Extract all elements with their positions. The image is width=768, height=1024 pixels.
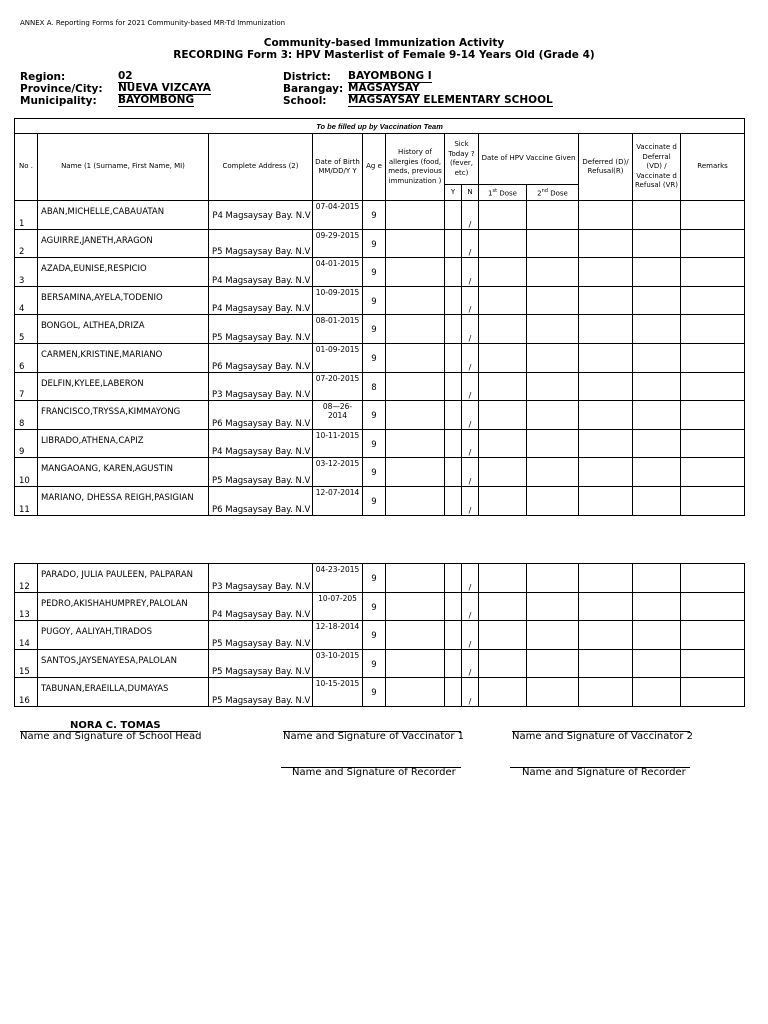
row-age: 9 [363,286,386,315]
row-number: 15 [15,649,38,678]
row-number: 12 [15,564,38,593]
recorder2-caption: Name and Signature of Recorder [522,767,686,778]
row-allergies [386,429,445,458]
header-age: Ag e [363,134,386,201]
table-row [15,678,745,707]
row-dose1 [479,401,527,430]
row-address: P5 Magsaysay Bay. N.V [209,458,313,487]
row-dose1 [479,372,527,401]
row-age: 8 [363,372,386,401]
row-number: 14 [15,621,38,650]
table-row [15,486,745,515]
row-sick-y [445,592,462,621]
row-dose1 [479,678,527,707]
row-dose2 [527,201,579,230]
row-age: 9 [363,343,386,372]
row-deferred [579,621,633,650]
row-deferred [579,315,633,344]
table-row [15,564,745,593]
school-label: School: [283,95,327,107]
row-dob: 03-12-2015 [313,458,363,487]
row-sick-n: / [462,592,479,621]
row-dose2 [527,458,579,487]
row-dob: 09-29-2015 [313,229,363,258]
row-allergies [386,286,445,315]
province-value: NUEVA VIZCAYA [118,82,211,94]
row-vd [633,258,681,287]
row-allergies [386,649,445,678]
row-dose1 [479,286,527,315]
header-allergies: History of allergies (food, meds, previous immunization ) [386,134,445,201]
row-allergies [386,458,445,487]
row-sick-n: / [462,564,479,593]
row-age: 9 [363,621,386,650]
row-dose1 [479,564,527,593]
row-name: FRANCISCO,TRYSSA,KIMMAYONG [38,401,209,430]
row-sick-y [445,621,462,650]
table-row [15,343,745,372]
row-name: AZADA,EUNISE,RESPICIO [38,258,209,287]
row-age: 9 [363,229,386,258]
row-name: BONGOL, ALTHEA,DRIZA [38,315,209,344]
row-allergies [386,315,445,344]
row-dose2 [527,649,579,678]
row-name: MARIANO, DHESSA REIGH,PASIGIAN [38,486,209,515]
row-remarks [681,486,745,515]
row-vd [633,486,681,515]
row-dob: 08—26-2014 [313,401,363,430]
row-deferred [579,372,633,401]
row-number: 1 [15,201,38,230]
row-sick-y [445,564,462,593]
row-address: P6 Magsaysay Bay. N.V [209,401,313,430]
row-remarks [681,343,745,372]
row-remarks [681,592,745,621]
row-allergies [386,621,445,650]
row-sick-y [445,343,462,372]
row-name: SANTOS,JAYSENAYESA,PALOLAN [38,649,209,678]
row-dose2 [527,343,579,372]
row-sick-n: / [462,458,479,487]
row-name: TABUNAN,ERAEILLA,DUMAYAS [38,678,209,707]
row-allergies [386,343,445,372]
row-sick-y [445,372,462,401]
row-sick-n: / [462,429,479,458]
row-sick-n: / [462,401,479,430]
row-dob: 12-07-2014 [313,486,363,515]
row-sick-y [445,678,462,707]
row-allergies [386,229,445,258]
row-dob: 10-15-2015 [313,678,363,707]
row-remarks [681,286,745,315]
row-dose2 [527,401,579,430]
header-dose1: 1st Dose [479,185,527,201]
header-hpv: Date of HPV Vaccine Given [479,134,579,185]
school-head-name: NORA C. TOMAS [70,720,161,731]
row-dob: 04-23-2015 [313,564,363,593]
header-no: No . [15,134,38,201]
row-address: P5 Magsaysay Bay. N.V [209,229,313,258]
table-row [15,315,745,344]
row-deferred [579,286,633,315]
barangay-label: Barangay: [283,83,344,95]
row-vd [633,343,681,372]
table-row [15,592,745,621]
row-dob: 08-01-2015 [313,315,363,344]
form-subtitle: RECORDING Form 3: HPV Masterlist of Female 9-14 Years Old (Grade 4) [173,49,595,61]
header-deferred: Deferred (D)/ Refusal(R) [579,134,633,201]
row-number: 9 [15,429,38,458]
row-remarks [681,649,745,678]
region-label: Region: [20,71,66,83]
row-vd [633,201,681,230]
row-dose1 [479,315,527,344]
row-address: P6 Magsaysay Bay. N.V [209,486,313,515]
row-age: 9 [363,258,386,287]
row-remarks [681,678,745,707]
row-number: 4 [15,286,38,315]
row-name: BERSAMINA,AYELA,TODENIO [38,286,209,315]
row-dob: 10-07-205 [313,592,363,621]
row-remarks [681,401,745,430]
row-sick-y [445,649,462,678]
row-number: 10 [15,458,38,487]
row-address: P5 Magsaysay Bay. N.V [209,315,313,344]
table-row [15,372,745,401]
row-sick-n: / [462,486,479,515]
row-sick-y [445,486,462,515]
vaccinator1-caption: Name and Signature of Vaccinator 1 [283,731,465,742]
row-allergies [386,564,445,593]
header-address: Complete Address (2) [209,134,313,201]
row-dose2 [527,286,579,315]
row-number: 5 [15,315,38,344]
form-title: Community-based Immunization Activity [263,37,505,49]
row-deferred [579,429,633,458]
row-name: AGUIRRE,JANETH,ARAGON [38,229,209,258]
row-deferred [579,592,633,621]
row-sick-n: / [462,315,479,344]
row-number: 3 [15,258,38,287]
row-dob: 12-18-2014 [313,621,363,650]
row-address: P4 Magsaysay Bay. N.V [209,592,313,621]
header-sick: Sick Today ? (fever, etc) [445,134,479,185]
row-vd [633,315,681,344]
row-deferred [579,343,633,372]
district-label: District: [283,71,331,83]
row-age: 9 [363,649,386,678]
row-dob: 04-01-2015 [313,258,363,287]
header-name: Name (1 (Surname, First Name, MI) [38,134,209,201]
row-dob: 10-09-2015 [313,286,363,315]
row-name: LIBRADO,ATHENA,CAPIZ [38,429,209,458]
row-age: 9 [363,458,386,487]
row-dose1 [479,229,527,258]
row-dose1 [479,592,527,621]
row-dose2 [527,429,579,458]
barangay-value: MAGSAYSAY [348,82,420,94]
row-dob: 03-10-2015 [313,649,363,678]
row-sick-y [445,201,462,230]
row-sick-y [445,258,462,287]
row-sick-y [445,401,462,430]
row-allergies [386,592,445,621]
row-deferred [579,486,633,515]
header-remarks: Remarks [681,134,745,201]
table-row [15,429,745,458]
row-dose1 [479,201,527,230]
row-vd [633,592,681,621]
row-deferred [579,258,633,287]
row-dose2 [527,258,579,287]
row-sick-n: / [462,258,479,287]
masterlist-table [14,118,745,516]
row-allergies [386,258,445,287]
row-sick-n: / [462,678,479,707]
row-allergies [386,486,445,515]
row-allergies [386,201,445,230]
row-vd [633,564,681,593]
municipality-value: BAYOMBONG [118,94,195,106]
row-remarks [681,229,745,258]
row-name: MANGAOANG, KAREN,AGUSTIN [38,458,209,487]
row-vd [633,458,681,487]
row-name: DELFIN,KYLEE,LABERON [38,372,209,401]
row-allergies [386,401,445,430]
annex-note: ANNEX A. Reporting Forms for 2021 Community-based MR-Td Immunization [20,19,286,27]
masterlist-table-continued [14,563,745,707]
row-dose2 [527,564,579,593]
row-remarks [681,315,745,344]
row-name: CARMEN,KRISTINE,MARIANO [38,343,209,372]
row-vd [633,678,681,707]
school-value: MAGSAYSAY ELEMENTARY SCHOOL [348,94,553,106]
row-dose2 [527,372,579,401]
table-row [15,201,745,230]
row-vd [633,429,681,458]
header-dose2: 2nd Dose [527,185,579,201]
row-remarks [681,429,745,458]
row-address: P6 Magsaysay Bay. N.V [209,343,313,372]
row-address: P4 Magsaysay Bay. N.V [209,201,313,230]
row-number: 13 [15,592,38,621]
table-row [15,649,745,678]
header-dob: Date of Birth MM/DD/Y Y [313,134,363,201]
recorder1-caption: Name and Signature of Recorder [292,767,456,778]
row-remarks [681,564,745,593]
row-dose2 [527,678,579,707]
row-remarks [681,621,745,650]
municipality-label: Municipality: [20,95,97,107]
table-row [15,229,745,258]
row-name: PEDRO,AKISHAHUMPREY,PALOLAN [38,592,209,621]
table-row [15,286,745,315]
row-deferred [579,678,633,707]
row-dose2 [527,486,579,515]
table-row [15,258,745,287]
row-dose1 [479,343,527,372]
row-sick-y [445,286,462,315]
row-number: 2 [15,229,38,258]
header-vd: Vaccinate d Deferral (VD) / Vaccinate d Refusal (VR) [633,134,681,201]
row-vd [633,649,681,678]
table-banner: To be filled up by Vaccination Team [15,119,745,134]
row-dose2 [527,592,579,621]
row-age: 9 [363,315,386,344]
row-vd [633,286,681,315]
row-dose2 [527,229,579,258]
row-dose1 [479,649,527,678]
row-dose1 [479,486,527,515]
row-age: 9 [363,401,386,430]
row-address: P4 Magsaysay Bay. N.V [209,258,313,287]
row-deferred [579,649,633,678]
row-dob: 07-04-2015 [313,201,363,230]
row-dose1 [479,258,527,287]
region-value: 02 [118,70,133,82]
row-sick-n: / [462,649,479,678]
row-age: 9 [363,564,386,593]
province-label: Province/City: [20,83,103,95]
row-age: 9 [363,429,386,458]
row-sick-n: / [462,229,479,258]
row-deferred [579,401,633,430]
table-row [15,621,745,650]
row-remarks [681,201,745,230]
row-age: 9 [363,678,386,707]
row-allergies [386,678,445,707]
row-number: 6 [15,343,38,372]
row-dob: 10-11-2015 [313,429,363,458]
row-sick-y [445,458,462,487]
district-value: BAYOMBONG I [348,70,432,82]
row-number: 7 [15,372,38,401]
row-vd [633,229,681,258]
row-address: P3 Magsaysay Bay. N.V [209,564,313,593]
row-sick-y [445,229,462,258]
row-name: ABAN,MICHELLE,CABAUATAN [38,201,209,230]
row-age: 9 [363,201,386,230]
row-address: P5 Magsaysay Bay. N.V [209,678,313,707]
row-name: PUGOY, AALIYAH,TIRADOS [38,621,209,650]
school-head-caption: Name and Signature of School Head [20,731,202,742]
row-dose1 [479,458,527,487]
row-sick-n: / [462,201,479,230]
row-number: 16 [15,678,38,707]
table-row [15,401,745,430]
row-dose2 [527,621,579,650]
row-vd [633,621,681,650]
row-name: PARADO, JULIA PAULEEN, PALPARAN [38,564,209,593]
row-sick-n: / [462,372,479,401]
row-dob: 07-20-2015 [313,372,363,401]
row-sick-n: / [462,343,479,372]
row-dose2 [527,315,579,344]
row-sick-y [445,315,462,344]
row-dose1 [479,429,527,458]
row-dob: 01-09-2015 [313,343,363,372]
vaccinator2-caption: Name and Signature of Vaccinator 2 [512,731,694,742]
row-deferred [579,458,633,487]
row-sick-n: / [462,621,479,650]
header-sick-y: Y [445,185,462,201]
header-sick-n: N [462,185,479,201]
row-remarks [681,372,745,401]
row-age: 9 [363,592,386,621]
table-row [15,458,745,487]
row-address: P5 Magsaysay Bay. N.V [209,621,313,650]
row-sick-y [445,429,462,458]
row-address: P4 Magsaysay Bay. N.V [209,429,313,458]
row-vd [633,372,681,401]
row-address: P4 Magsaysay Bay. N.V [209,286,313,315]
row-deferred [579,564,633,593]
row-address: P5 Magsaysay Bay. N.V [209,649,313,678]
row-vd [633,401,681,430]
row-deferred [579,229,633,258]
row-deferred [579,201,633,230]
row-age: 9 [363,486,386,515]
row-sick-n: / [462,286,479,315]
row-number: 11 [15,486,38,515]
row-remarks [681,458,745,487]
row-allergies [386,372,445,401]
row-dose1 [479,621,527,650]
row-number: 8 [15,401,38,430]
row-address: P3 Magsaysay Bay. N.V [209,372,313,401]
row-remarks [681,258,745,287]
